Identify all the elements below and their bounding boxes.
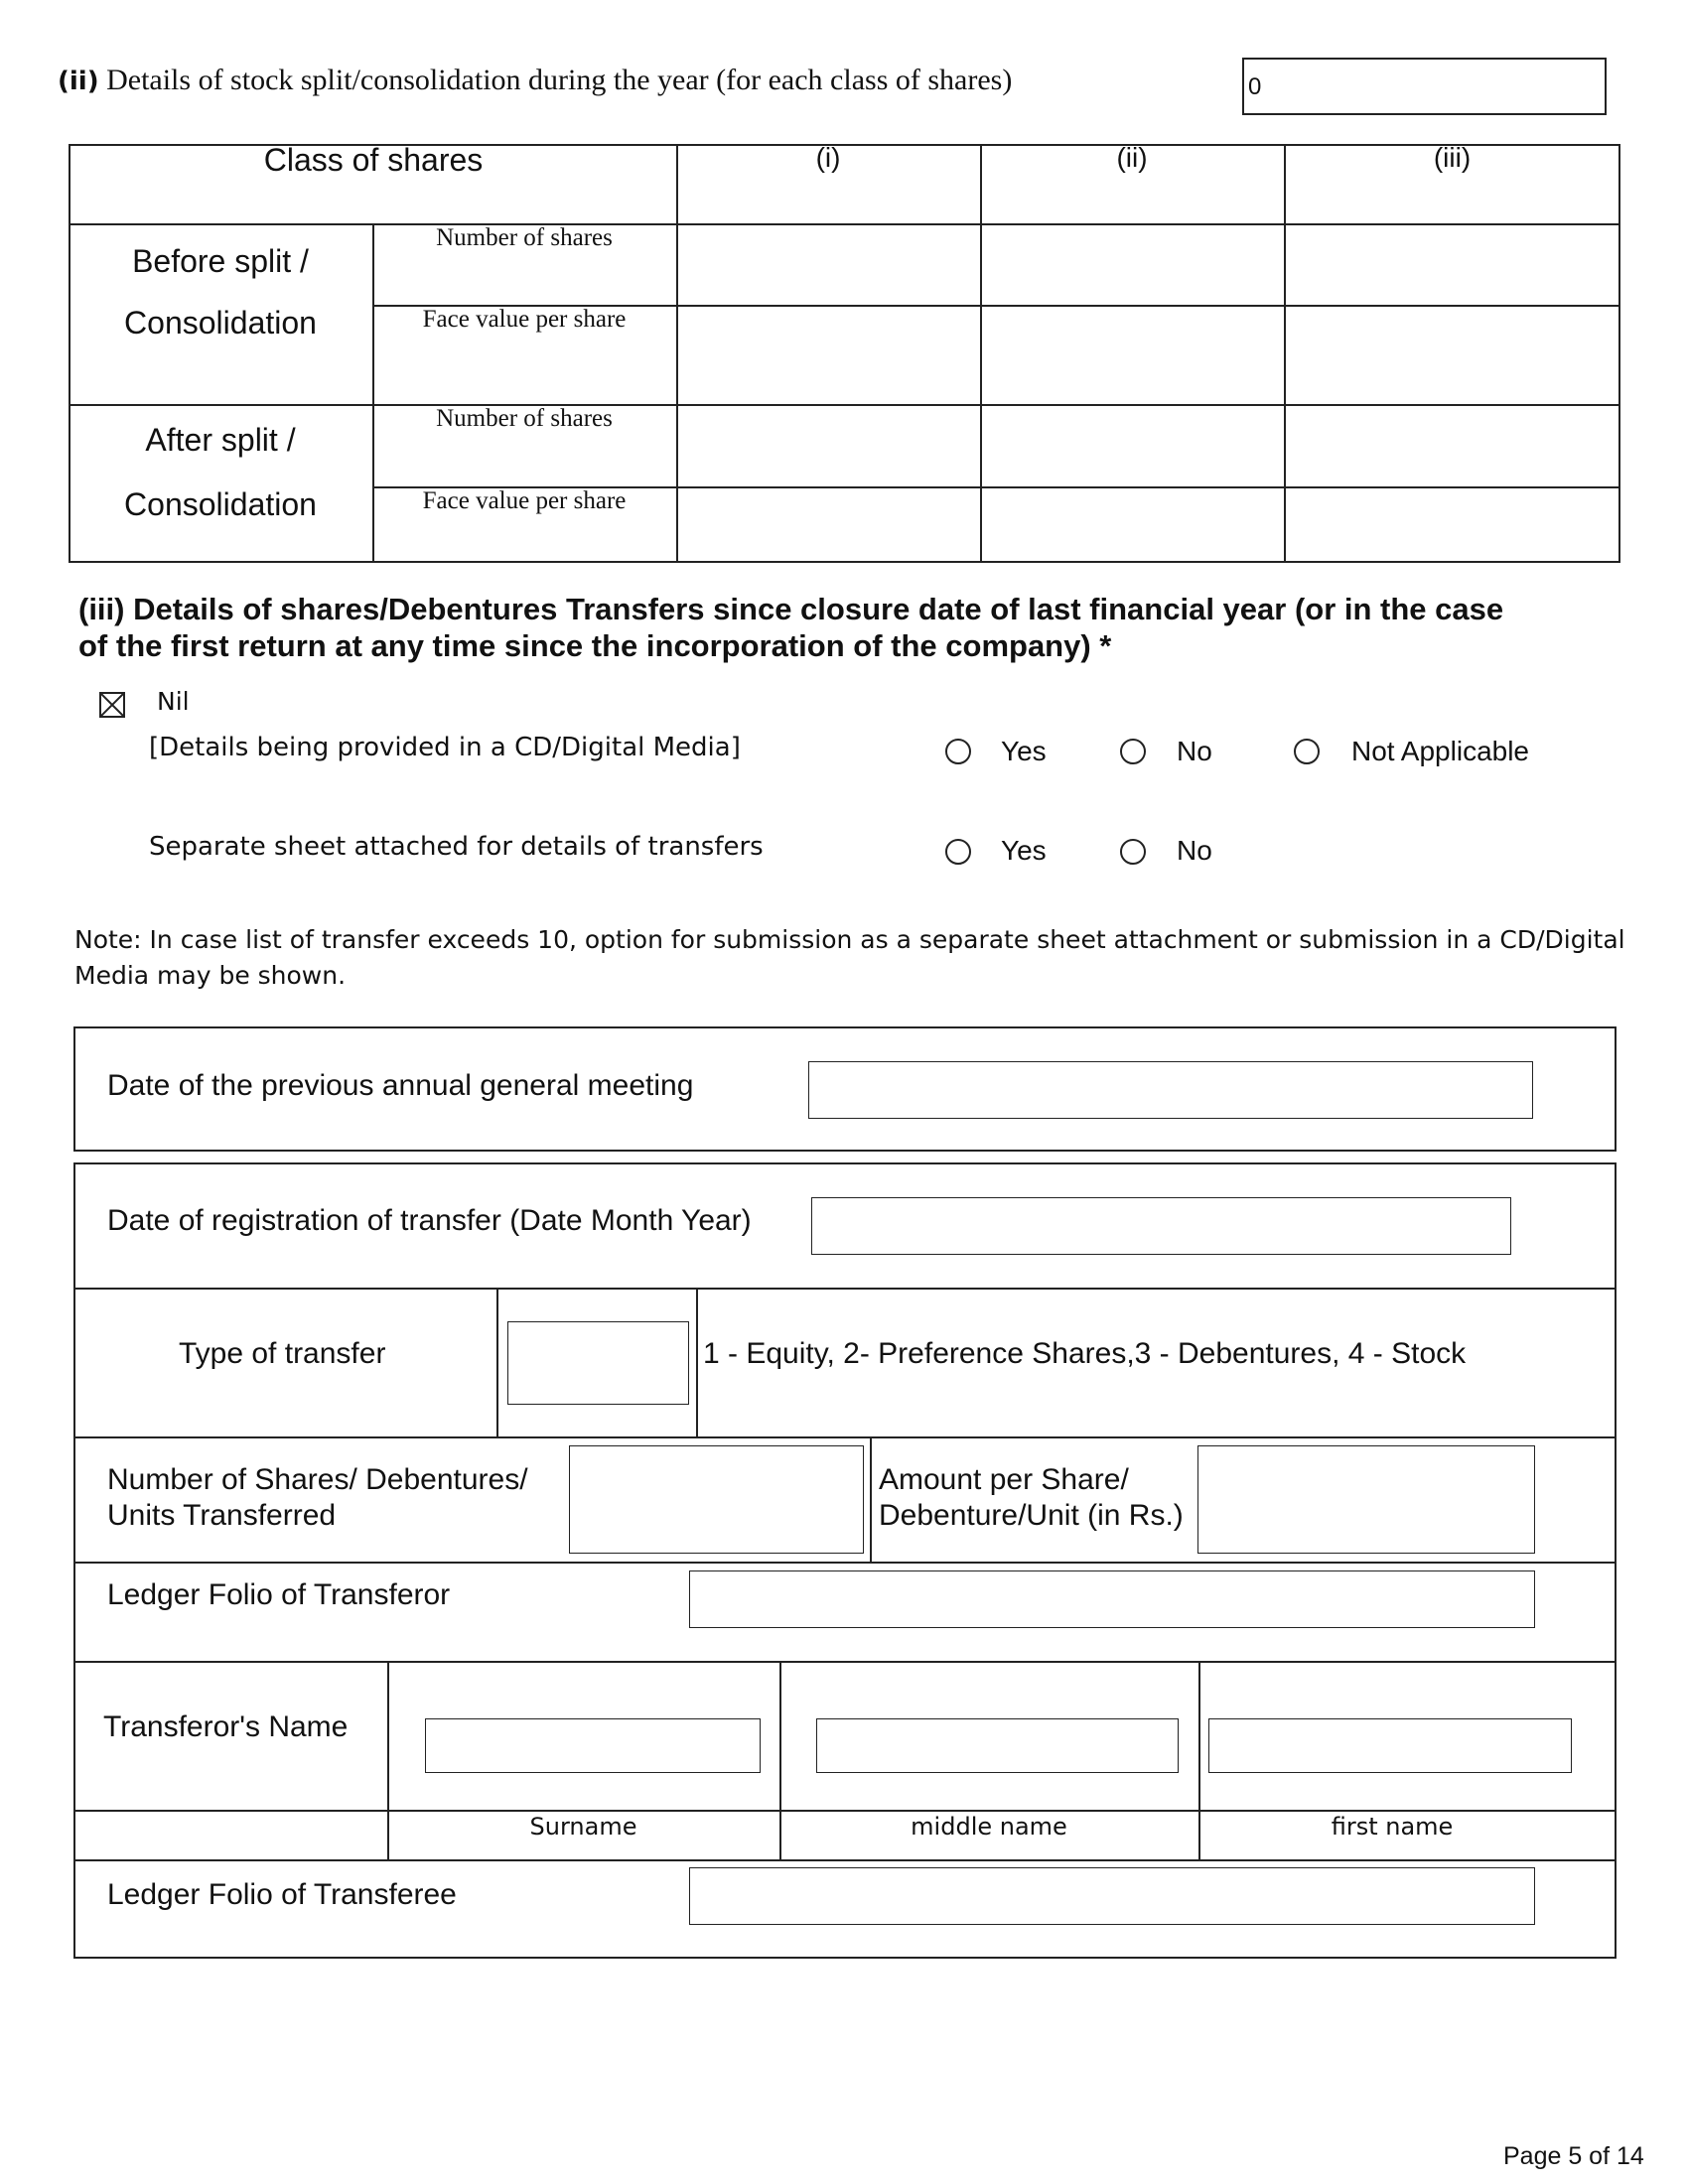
transferor-surname-input[interactable] bbox=[425, 1718, 761, 1773]
sheet-no-radio[interactable] bbox=[1120, 839, 1146, 865]
before-shares-ii-cell[interactable] bbox=[982, 225, 1282, 303]
before-face-ii-cell[interactable] bbox=[982, 307, 1282, 402]
nil-checkbox-checked-icon[interactable] bbox=[99, 692, 125, 718]
before-face-iii-cell[interactable] bbox=[1286, 307, 1618, 402]
after-face-iii-cell[interactable] bbox=[1286, 488, 1618, 561]
transferor-middle-name-input[interactable] bbox=[816, 1718, 1179, 1773]
before-split-label-2: Consolidation bbox=[124, 305, 317, 341]
middle-name-caption: middle name bbox=[911, 1813, 1067, 1841]
num-shares-label-2: Units Transferred bbox=[107, 1499, 337, 1532]
amount-per-share-label-2: Debenture/Unit (in Rs.) bbox=[879, 1499, 1184, 1532]
before-face-value-label: Face value per share bbox=[422, 306, 627, 333]
prev-agm-date-input[interactable] bbox=[808, 1061, 1533, 1119]
sheet-yes-label: Yes bbox=[1001, 835, 1047, 866]
cd-no-label: No bbox=[1177, 736, 1212, 766]
num-shares-input[interactable] bbox=[569, 1445, 864, 1554]
transferor-folio-input[interactable] bbox=[689, 1570, 1535, 1628]
after-face-value-label: Face value per share bbox=[422, 487, 627, 514]
before-face-i-cell[interactable] bbox=[678, 307, 978, 402]
col-ii-header: (ii) bbox=[1116, 142, 1148, 173]
transferee-folio-label: Ledger Folio of Transferee bbox=[107, 1878, 457, 1911]
after-number-of-shares-label: Number of shares bbox=[436, 405, 613, 432]
after-shares-i-cell[interactable] bbox=[678, 406, 978, 484]
note-line-2: Media may be shown. bbox=[74, 961, 347, 990]
col-i-header: (i) bbox=[815, 142, 841, 173]
num-shares-label-1: Number of Shares/ Debentures/ bbox=[107, 1463, 528, 1496]
nil-label: Nil bbox=[157, 687, 190, 716]
amount-per-share-label-1: Amount per Share/ bbox=[879, 1463, 1129, 1496]
split-count-field[interactable] bbox=[1242, 58, 1607, 115]
split-count-value: 0 bbox=[1248, 73, 1262, 100]
sheet-yes-radio[interactable] bbox=[945, 839, 971, 865]
transferor-first-name-input[interactable] bbox=[1208, 1718, 1572, 1773]
first-name-caption: first name bbox=[1331, 1813, 1454, 1841]
type-of-transfer-input[interactable] bbox=[507, 1321, 689, 1405]
before-shares-i-cell[interactable] bbox=[678, 225, 978, 303]
cd-no-radio[interactable] bbox=[1120, 739, 1146, 764]
separate-sheet-label: Separate sheet attached for details of transfers bbox=[149, 832, 764, 862]
note-line-1: Note: In case list of transfer exceeds 10, option for submission as a separate sheet attachment or submission in a CD/Digital bbox=[74, 925, 1625, 954]
prev-agm-label: Date of the previous annual general meeting bbox=[107, 1069, 694, 1102]
reg-date-input[interactable] bbox=[811, 1197, 1511, 1255]
reg-date-label: Date of registration of transfer (Date Month Year) bbox=[107, 1204, 752, 1237]
section-ii-title: Details of stock split/consolidation during the year (for each class of shares) bbox=[106, 64, 1013, 96]
after-face-i-cell[interactable] bbox=[678, 488, 978, 561]
amount-per-share-input[interactable] bbox=[1197, 1445, 1535, 1554]
cd-yes-radio[interactable] bbox=[945, 739, 971, 764]
transferor-name-label: Transferor's Name bbox=[103, 1710, 349, 1743]
section-iii-title-1: (iii) Details of shares/Debentures Transfers since closure date of last financial year (or in the case bbox=[78, 592, 1504, 626]
section-ii-prefix: (ii) bbox=[58, 67, 99, 96]
cd-media-label: [Details being provided in a CD/Digital Media] bbox=[149, 733, 741, 762]
after-split-label-2: Consolidation bbox=[124, 486, 317, 522]
transferor-folio-label: Ledger Folio of Transferor bbox=[107, 1578, 451, 1611]
after-shares-ii-cell[interactable] bbox=[982, 406, 1282, 484]
type-of-transfer-legend: 1 - Equity, 2- Preference Shares,3 - Debentures, 4 - Stock bbox=[703, 1337, 1467, 1370]
sheet-no-label: No bbox=[1177, 835, 1212, 866]
cd-na-radio[interactable] bbox=[1294, 739, 1320, 764]
cd-yes-label: Yes bbox=[1001, 736, 1047, 766]
col-iii-header: (iii) bbox=[1433, 142, 1472, 173]
section-ii-heading bbox=[58, 64, 1012, 97]
type-of-transfer-label: Type of transfer bbox=[179, 1337, 386, 1370]
surname-caption: Surname bbox=[529, 1813, 637, 1841]
before-number-of-shares-label: Number of shares bbox=[436, 224, 613, 251]
after-split-label-1: After split / bbox=[145, 422, 296, 458]
after-face-ii-cell[interactable] bbox=[982, 488, 1282, 561]
transferee-folio-input[interactable] bbox=[689, 1867, 1535, 1925]
page-number: Page 5 of 14 bbox=[1503, 2142, 1644, 2170]
class-of-shares-header: Class of shares bbox=[263, 142, 484, 178]
cd-na-label: Not Applicable bbox=[1351, 736, 1530, 766]
before-shares-iii-cell[interactable] bbox=[1286, 225, 1618, 303]
before-split-label-1: Before split / bbox=[132, 243, 309, 279]
section-iii-title-2: of the first return at any time since the incorporation of the company) * bbox=[78, 628, 1112, 663]
after-shares-iii-cell[interactable] bbox=[1286, 406, 1618, 484]
